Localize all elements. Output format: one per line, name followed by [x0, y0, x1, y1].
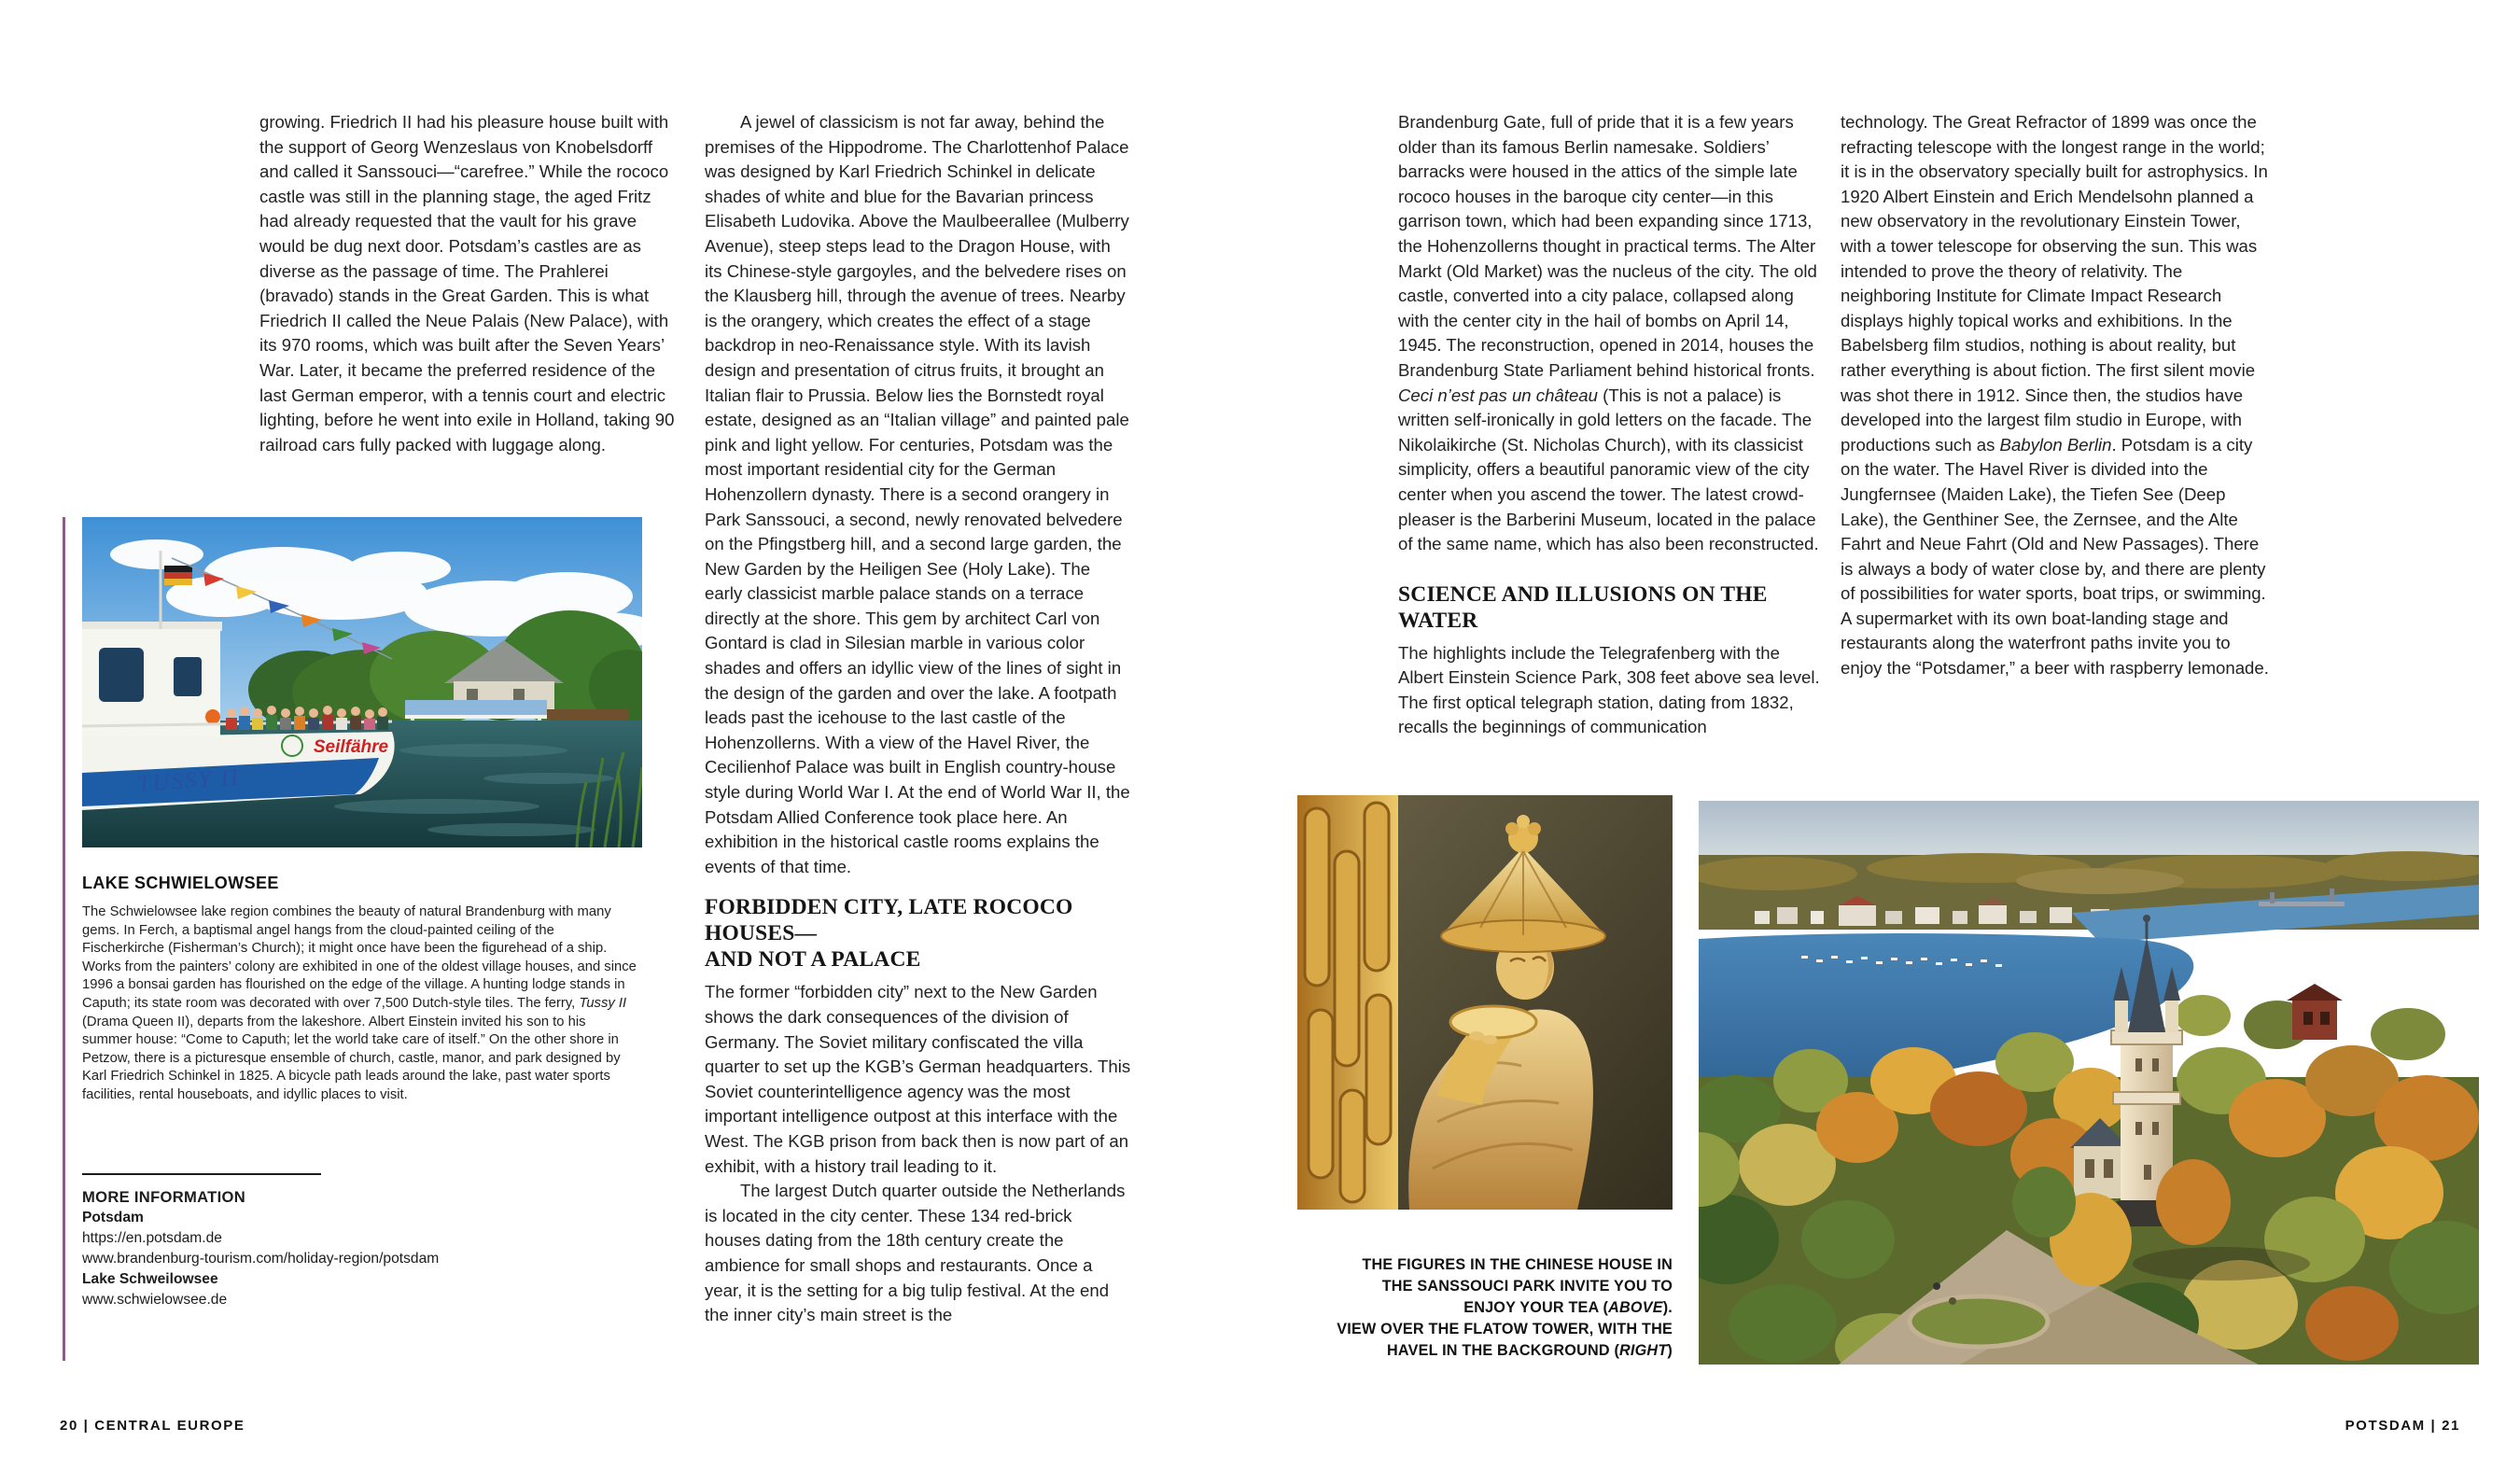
- boat-sign-text: Seilfähre: [313, 737, 389, 757]
- more-info-url: https://en.potsdam.de: [82, 1230, 222, 1246]
- more-info-url: www.schwielowsee.de: [82, 1292, 228, 1308]
- right-page-column-2: [1841, 110, 2272, 681]
- ferry-photo: [82, 517, 642, 847]
- flatow-tower-photo: [1699, 801, 2479, 1365]
- red-pavilion: [2287, 984, 2343, 1040]
- body-paragraph: The largest Dutch quarter outside the Netherlands is located in the city center. These 134 red-brick houses dating from the 18th century create the ambience for small shops and restaurants. Once a year, it is the setting for a big tulip festival. At the end the inner city’s main street is the: [705, 1181, 1126, 1325]
- sidebar-heading: LAKE SCHWIELOWSEE: [82, 874, 279, 892]
- section-heading-forbidden-city: [705, 894, 1132, 973]
- ferry-photo-illustration: [82, 517, 642, 847]
- statue-photo-illustration: [1297, 795, 1673, 1210]
- sidebar-body-text: The Schwielowsee lake region combines the beauty of natural Brandenburg with many gems. In Ferch, a baptismal angel hangs from the cloud-painted ceiling of the Fischerkirche (Fisherman’s Church); it might once have been the figurehead of a ship. Works from the painters’ colony are exhibited in one of the oldest village houses, and since 1996 a bonsai garden has flourished on the edge of the village. A hunting lodge stands in Caputh; its state room was decorated with over 7,500 Dutch-style tiles. The ferry, Tussy II (Drama Queen II), departs from the lakeshore. Albert Einstein invited his son to his summer house: “Come to Caputh; let the world take care of itself.” On the other shore in Petzow, there is a picturesque ensemble of church, castle, manor, and park designed by Karl Friedrich Schinkel in 1825. A bicycle path leads around the lake, past water sports facilities, rental houseboats, and idyllic places to visit.: [82, 904, 637, 1102]
- left-page-column-1: [259, 110, 684, 457]
- caption-line: THE FIGURES IN THE CHINESE HOUSE IN: [1362, 1256, 1673, 1273]
- more-info-block: [82, 1187, 439, 1310]
- body-paragraph: A jewel of classicism is not far away, behind the premises of the Hippodrome. The Charlottenhof Palace was designed by Karl Friedrich Schinkel in delicate shades of white and blue for the Bavarian princess Elisabeth Ludovika. Above the Maulbeerallee (Mulberry Avenue), steep steps lead to the Dragon House, with its Chinese-style gargoyles, and the belvedere rises on the Klausberg hill, through the avenue of trees. Nearby is the orangery, which creates the effect of a stage backdrop in neo-Renaissance style. With its lavish design and presentation of citrus fruits, it brought an Italian flair to Prussia. Below lies the Bornstedt royal estate, designed as an “Italian village” and painted pale pink and light yellow. For centuries, Potsdam was the most important residential city for the German Hohenzollern dynasty. There is a second orangery in Park Sanssouci, a second, newly renovated belvedere on the Pfingstberg hill, and a second large garden, the New Garden by the Heiligen See (Holy Lake). The early classicist marble palace stands on a terrace directly at the shore. This gem by architect Carl von Gontard is clad in Silesian marble in various color shades and offers an idyllic view of the lines of sight in the design of the garden and over the lake. A footpath leads past the icehouse to the last castle of the Hohenzollerns. With a view of the Havel River, the Cecilienhof Palace was built in English country-house style during World War I. At the end of World War II, the Potsdam Allied Conference took place here. An exhibition in the historical castle rooms explains the events of that time.: [705, 112, 1130, 876]
- tea-bowl: [1450, 1006, 1536, 1038]
- caption-line: HAVEL IN THE BACKGROUND (RIGHT): [1387, 1342, 1673, 1359]
- more-info-url: www.brandenburg-tourism.com/holiday-region/potsdam: [82, 1251, 440, 1267]
- boat-name-text: TUSSY II: [136, 764, 241, 797]
- photo-caption: [1262, 1254, 1673, 1362]
- caption-line: THE SANSSOUCI PARK INVITE YOU TO: [1381, 1278, 1673, 1295]
- dock: [547, 709, 629, 721]
- chinese-house-figure-photo: [1297, 795, 1673, 1210]
- caption-line: VIEW OVER THE FLATOW TOWER, WITH THE: [1337, 1321, 1673, 1337]
- left-page-column-2: [705, 110, 1132, 1328]
- body-paragraph: The highlights include the Telegrafenberg with the Albert Einstein Science Park, 308 feet above sea level. The first optical telegraph station, dating from 1832, recalls the beginnings of communication: [1398, 642, 1820, 737]
- more-info-entry-label: Lake Schweilowsee: [82, 1271, 218, 1287]
- tower-photo-illustration: [1699, 801, 2479, 1365]
- body-paragraph: Brandenburg Gate, full of pride that it is a few years older than its famous Berlin namesake. Soldiers’ barracks were housed in the attics of the simple late rococo houses in the baroque city center—in this garrison town, which had been expanding since 1713, the Hohenzollerns thought in practical terms. The Alter Markt (Old Market) was the nucleus of the city. The old castle, converted into a city palace, collapsed along with the center city in the hail of bombs on April 14, 1945. The reconstruction, opened in 2014, houses the Brandenburg State Parliament behind historical fronts. Ceci n’est pas un château (This is not a palace) is written self-ironically in gold letters on the facade. The Nikolaikirche (St. Nicholas Church), with its classicist simplicity, offers a beautiful panoramic view of the city center when you ascend the tower. The latest crowd-pleaser is the Barberini Museum, located in the palace of the same name, which has also been reconstructed.: [1398, 112, 1819, 554]
- german-flag-icon: [164, 566, 192, 585]
- body-paragraph: technology. The Great Refractor of 1899 was once the refracting telescope with the longest range in the world; it is in the observatory specially built for astrophysics. In 1920 Albert Einstein and Erich Mendelsohn planned a new observatory in the revolutionary Einstein Tower, with a tower telescope for observing the sun. This was intended to prove the theory of relativity. The neighboring Institute for Climate Impact Research displays highly topical works and exhibitions. In the Babelsberg film studios, nothing is about reality, but rather everything is about fiction. The first silent movie was shot there in 1912. Since then, the studios have developed into the largest film studio in Europe, with productions such as Babylon Berlin. Potsdam is a city on the water. The Havel River is divided into the Jungfernsee (Maiden Lake), the Tiefen See (Deep Lake), the Genthiner See, the Zernsee, and the Alte Fahrt and Neue Fahrt (Old and New Passages). There is always a body of water close by, and there are plenty of possibilities for water sports, boat trips, or swimming. A supermarket with its own boat-landing stage and restaurants along the waterfront paths invite you to enjoy the “Potsdamer,” a beer with raspberry lemonade.: [1841, 112, 2269, 679]
- right-page-column-1: [1398, 110, 1823, 740]
- golden-column: [1297, 795, 1398, 1210]
- section-heading-science: SCIENCE AND ILLUSIONS ON THE WATER: [1398, 581, 1768, 633]
- page-folio-right: POTSDAM | 21: [2345, 1418, 2460, 1434]
- more-info-entry-label: Potsdam: [82, 1210, 144, 1225]
- section-heading-line: AND NOT A PALACE: [705, 947, 921, 973]
- more-info-divider: [82, 1173, 321, 1175]
- page-folio-left: 20 | CENTRAL EUROPE: [60, 1418, 245, 1434]
- caption-line: ENJOY YOUR TEA (ABOVE).: [1463, 1299, 1673, 1316]
- body-paragraph: The former “forbidden city” next to the New Garden shows the dark consequences of the division of Germany. The Soviet military confiscated the villa quarter to set up the KGB’s German headquarters. This Soviet counterintelligence agency was the most important intelligence outpost at this interface with the West. The KGB prison from back then is now part of an exhibit, with a history trail leading to it.: [705, 982, 1131, 1176]
- more-info-heading: MORE INFORMATION: [82, 1188, 246, 1206]
- body-paragraph: growing. Friedrich II had his pleasure house built with the support of Georg Wenzeslaus von Knobelsdorff and called it Sanssouci—“carefree.” While the rococo castle was still in the planning stage, the aged Fritz had already requested that the vault for his grave would be dug next door. Potsdam’s castles are as diverse as the passage of time. The Prahlerei (bravado) stands in the Great Garden. This is what Friedrich II called the Neue Palais (New Palace), with its 970 rooms, which was built after the Seven Years’ War. Later, it became the preferred residence of the last German emperor, with a tennis court and electric lighting, before he went into exile in Holland, taking 90 railroad cars fully packed with luggage along.: [259, 112, 675, 455]
- section-heading-line: FORBIDDEN CITY, LATE ROCOCO HOUSES—: [705, 895, 1073, 946]
- sidebar-accent-rule: [63, 517, 65, 1361]
